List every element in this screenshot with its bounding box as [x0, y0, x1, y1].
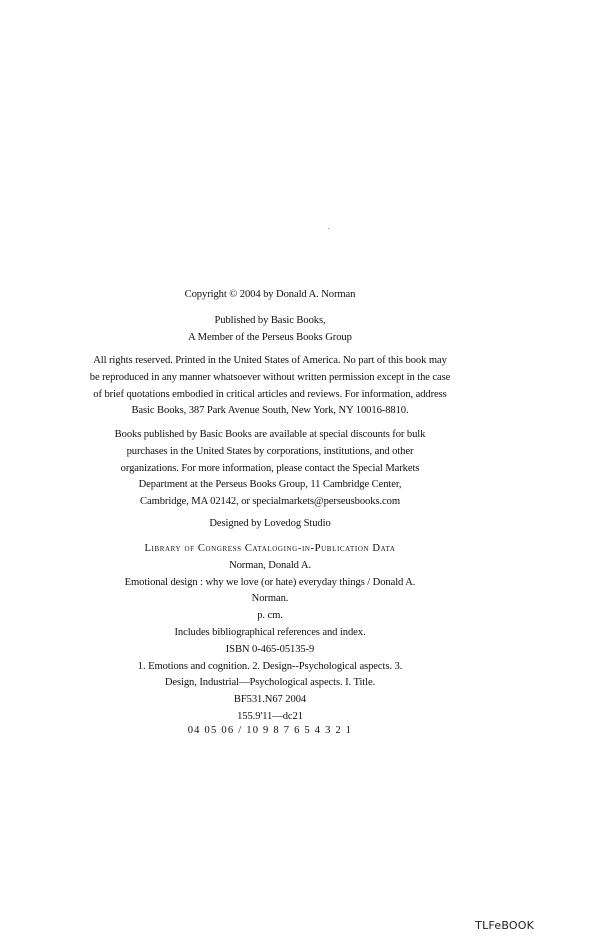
publisher-block: [0, 313, 540, 347]
design-credit-block: [0, 516, 540, 533]
special-sales-line: Books published by Basic Books are available at special discounts for bulk: [114, 429, 426, 440]
special-sales-line: organizations. For more information, please contact the Special Markets: [120, 462, 420, 474]
cip-line: 155.9'11—dc21: [237, 710, 303, 722]
special-sales-line: Cambridge, MA 02142, or specialmarkets@perseusbooks.com: [140, 496, 400, 508]
publisher-line-1: Published by Basic Books,: [214, 315, 326, 326]
cip-line: Norman, Donald A.: [229, 559, 311, 571]
copyright-block: [0, 287, 540, 304]
cip-line: Norman.: [251, 593, 289, 605]
publisher-line-2: A Member of the Perseus Books Group: [188, 331, 352, 343]
special-sales-block: [0, 427, 540, 511]
cip-line: Emotional design : why we love (or hate) everyday things / Donald A.: [124, 576, 416, 588]
cip-line: 1. Emotions and cognition. 2. Design--Psychological aspects. 3.: [137, 660, 403, 672]
rights-line: of brief quotations embodied in critical articles and reviews. For information, address: [93, 388, 447, 400]
special-sales-line: Department at the Perseus Books Group, 11 Cambridge Center,: [138, 479, 402, 491]
printing-line-block: [0, 723, 540, 740]
scan-speck: [328, 228, 329, 229]
cip-line: ISBN 0-465-05135-9: [225, 643, 315, 655]
watermark-label: TLFeBOOK: [475, 919, 534, 932]
cip-line: Design, Industrial—Psychological aspects. I. Title.: [164, 677, 376, 689]
cip-block: [0, 541, 540, 726]
copyright-notice: Copyright © 2004 by Donald A. Norman: [184, 289, 356, 300]
cip-line: BF531.N67 2004: [233, 694, 307, 706]
rights-line: Basic Books, 387 Park Avenue South, New York, NY 10016-8810.: [131, 405, 409, 417]
cip-line: Includes bibliographical references and index.: [174, 626, 366, 638]
special-sales-line: purchases in the United States by corporations, institutions, and other: [126, 445, 414, 457]
cip-heading: Library of Congress Cataloging-in-Publication Data: [144, 543, 396, 554]
rights-line: be reproduced in any manner whatsoever without written permission except in the case: [89, 371, 451, 383]
design-credit: Designed by Lovedog Studio: [209, 518, 331, 529]
rights-line: All rights reserved. Printed in the United States of America. No part of this book may: [93, 355, 447, 366]
printing-line: 04 05 06 / 10 9 8 7 6 5 4 3 2 1: [187, 725, 353, 736]
rights-block: [0, 353, 540, 420]
cip-line: p. cm.: [257, 610, 283, 622]
